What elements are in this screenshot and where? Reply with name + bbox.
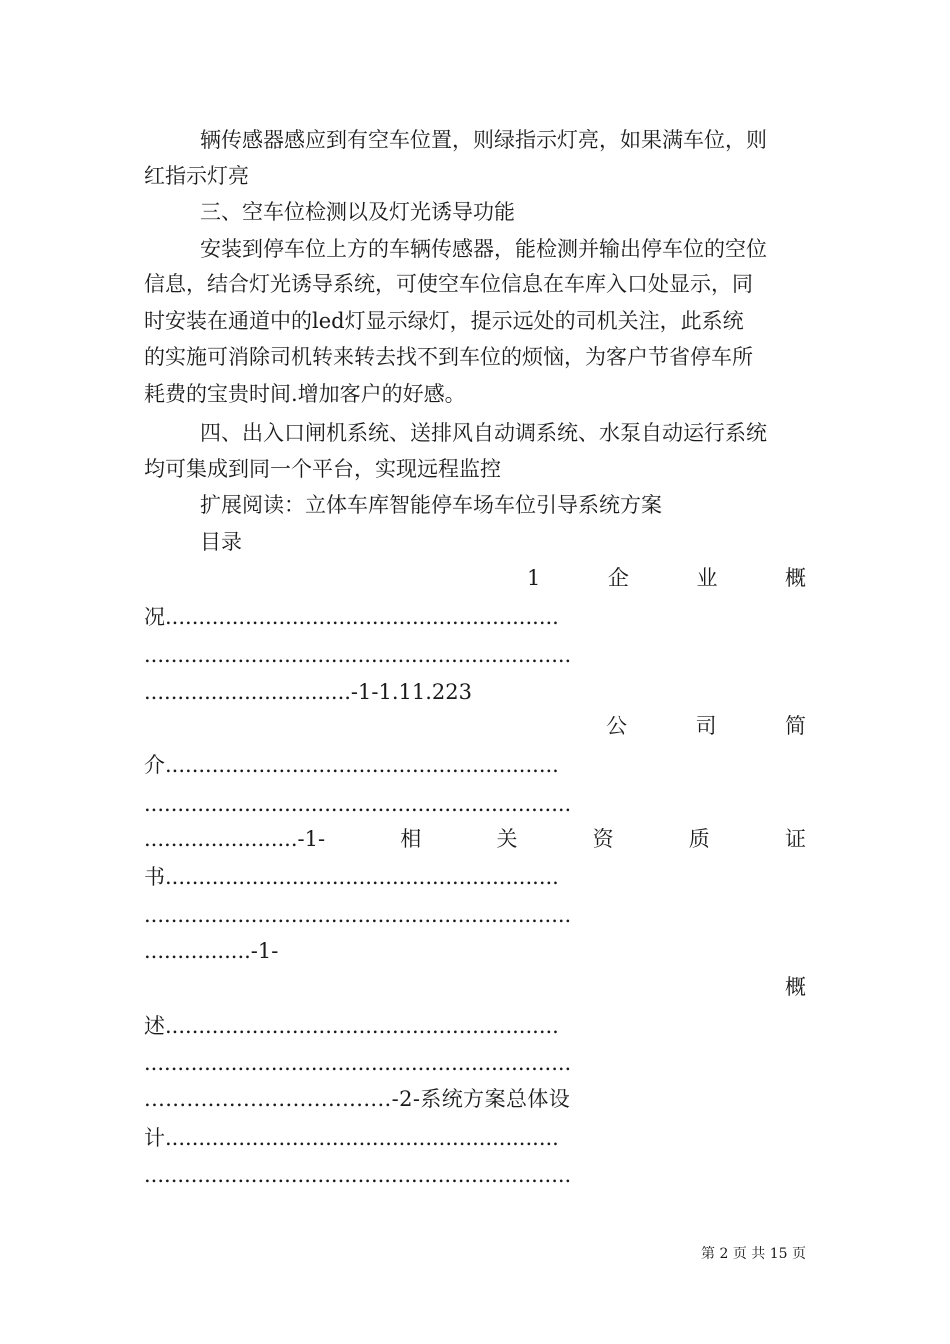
toc-char: 证	[784, 827, 806, 851]
page-number-footer: 第 2 页 共 15 页	[701, 1246, 806, 1262]
toc-dots-line: 介...........................................................	[144, 753, 559, 777]
toc-dots-line: 计...........................................................	[144, 1126, 559, 1150]
toc-dots-line: ................................................................	[144, 643, 572, 667]
paragraph-line: 时安装在通道中的led灯显示绿灯，提示远处的司机关注，此系统	[144, 309, 744, 333]
toc-char: 概	[784, 566, 806, 590]
paragraph-line: 耗费的宝贵时间.增加客户的好感。	[144, 382, 466, 406]
extended-reading-title: 扩展阅读：立体车库智能停车场车位引导系统方案	[200, 493, 662, 517]
toc-dots-line: 述...........................................................	[144, 1014, 559, 1038]
toc-char: 企	[607, 566, 629, 590]
toc-dots-line: ................-1-	[144, 939, 279, 963]
toc-char: 司	[695, 714, 717, 738]
paragraph-line: 辆传感器感应到有空车位置，则绿指示灯亮，如果满车位，则	[200, 128, 767, 152]
toc-dots-line: ................................................................	[144, 1163, 572, 1187]
toc-dots-line: ...................................-2-系统方案总体设	[144, 1087, 571, 1111]
paragraph-line: 安装到停车位上方的车辆传感器，能检测并输出停车位的空位	[200, 237, 767, 261]
toc-dots: .......................-1-	[144, 827, 326, 851]
toc-entry-line	[606, 708, 806, 745]
toc-entry-line	[144, 821, 806, 858]
toc-char: 1	[527, 566, 541, 590]
toc-char: 公	[606, 714, 627, 738]
toc-char: 简	[785, 714, 806, 738]
toc-char: 业	[696, 566, 718, 590]
toc-dots-line: ................................................................	[144, 903, 572, 927]
paragraph-line: 的实施可消除司机转来转去找不到车位的烦恼，为客户节省停车所	[144, 345, 753, 369]
toc-char: 相	[400, 827, 422, 851]
paragraph-line: 均可集成到同一个平台，实现远程监控	[144, 457, 501, 481]
toc-dots-line: 况...........................................................	[144, 605, 559, 629]
toc-char: 质	[688, 827, 710, 851]
paragraph-line: 信息，结合灯光诱导系统，可使空车位信息在车库入口处显示，同	[144, 272, 753, 296]
toc-dots-line: 书...........................................................	[144, 865, 559, 889]
toc-entry-line: 概	[785, 975, 806, 999]
paragraph-line: 红指示灯亮	[144, 164, 249, 188]
toc-dots-line: ...............................-1-1.11.223	[144, 680, 473, 704]
toc-entry-line	[527, 560, 806, 597]
section-heading-3: 三、空车位检测以及灯光诱导功能	[200, 200, 515, 224]
toc-title: 目录	[200, 530, 242, 554]
toc-dots-line: ................................................................	[144, 1051, 572, 1075]
toc-char: 关	[496, 827, 518, 851]
toc-dots-line: ................................................................	[144, 792, 572, 816]
section-heading-4: 四、出入口闸机系统、送排风自动调系统、水泵自动运行系统	[200, 421, 767, 445]
toc-char: 资	[592, 827, 614, 851]
